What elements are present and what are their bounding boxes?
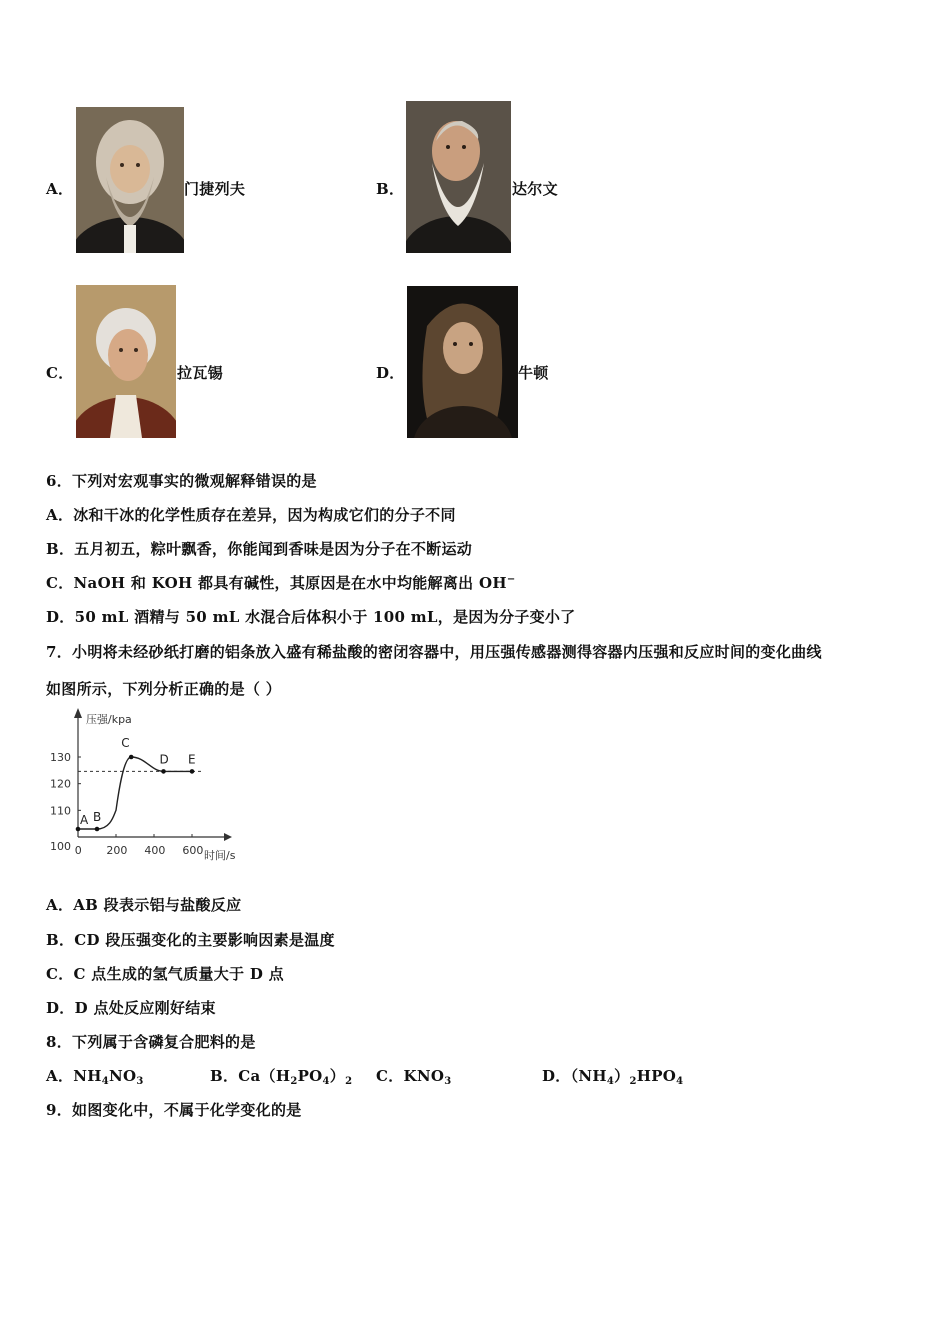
q6-option-b: B．五月初五，粽叶飘香，你能闻到香味是因为分子在不断运动 bbox=[46, 540, 473, 558]
formula-subscript: 3 bbox=[444, 1076, 452, 1087]
formula-subscript: 2 bbox=[345, 1076, 353, 1087]
y-tick-label: 110 bbox=[50, 804, 71, 818]
formula-subscript: 4 bbox=[101, 1076, 109, 1087]
q5-option-d-letter: D． bbox=[376, 364, 405, 382]
q8-option-a-letter: A． bbox=[46, 1067, 74, 1085]
formula-subscript: 4 bbox=[606, 1076, 615, 1087]
x-axis-label: 时间/s bbox=[204, 849, 236, 862]
x-tick-label: 200 bbox=[106, 844, 128, 857]
q5-option-a-letter: A． bbox=[46, 180, 74, 198]
formula-subscript: 2 bbox=[629, 1076, 637, 1087]
origin-y-label: 100 bbox=[50, 840, 71, 853]
data-point-a bbox=[76, 827, 81, 832]
y-tick-label: 120 bbox=[50, 777, 71, 791]
portrait-newton bbox=[407, 286, 518, 438]
formula-subscript: 3 bbox=[136, 1076, 144, 1087]
formula-part: Ca（H bbox=[238, 1067, 291, 1085]
x-tick-label: 0 bbox=[74, 844, 82, 857]
q7-stem-line1: 7．小明将未经砂纸打磨的铝条放入盛有稀盐酸的密闭容器中，用压强传感器测得容器内压强和反应时间的变化曲线 bbox=[46, 643, 822, 661]
portrait-darwin bbox=[406, 101, 511, 253]
y-axis-label: 压强/kpa bbox=[86, 713, 132, 726]
point-label-e: E bbox=[188, 752, 196, 767]
q5-option-b-name: 达尔文 bbox=[512, 180, 558, 198]
q8-option-d-letter: D． bbox=[542, 1067, 571, 1085]
formula-part: KNO bbox=[403, 1067, 445, 1085]
q7-option-b: B．CD 段压强变化的主要影响因素是温度 bbox=[46, 931, 335, 949]
q5-option-b-letter: B． bbox=[376, 180, 405, 198]
formula-subscript: 4 bbox=[322, 1076, 330, 1087]
point-label-a: A bbox=[80, 813, 89, 827]
q8-option-d bbox=[542, 1065, 683, 1087]
x-tick-label: 600 bbox=[182, 844, 204, 857]
q6-option-a: A．冰和干冰的化学性质存在差异，因为构成它们的分子不同 bbox=[46, 506, 456, 524]
y-tick-label: 130 bbox=[50, 751, 71, 764]
formula-subscript: 4 bbox=[676, 1076, 684, 1087]
formula-part: ） bbox=[614, 1067, 630, 1085]
pressure-time-chart bbox=[46, 704, 256, 869]
formula-part: ） bbox=[329, 1067, 346, 1085]
q6-option-c-superscript: − bbox=[506, 574, 516, 585]
x-axis-arrow bbox=[224, 833, 232, 841]
q6-option-d: D．50 mL 酒精与 50 mL 水混合后体积小于 100 mL，是因为分子变小了 bbox=[46, 608, 576, 626]
q7-option-d: D．D 点处反应刚好结束 bbox=[46, 999, 216, 1017]
q7-option-a: A．AB 段表示铝与盐酸反应 bbox=[46, 896, 242, 914]
formula-part: NH bbox=[73, 1067, 102, 1085]
point-label-d: D bbox=[159, 752, 169, 767]
data-point-e bbox=[190, 769, 195, 774]
formula-part: HPO bbox=[636, 1067, 677, 1085]
q7-stem-line2: 如图所示，下列分析正确的是（ ） bbox=[46, 680, 282, 698]
q5-option-c-name: 拉瓦锡 bbox=[177, 364, 223, 382]
q5-option-d-name: 牛顿 bbox=[518, 364, 549, 382]
q8-stem: 8．下列属于含磷复合肥料的是 bbox=[46, 1033, 256, 1051]
q5-option-c-letter: C． bbox=[46, 364, 74, 382]
portrait-mendeleev bbox=[76, 107, 184, 253]
q9-stem: 9．如图变化中，不属于化学变化的是 bbox=[46, 1101, 302, 1119]
q8-option-a bbox=[46, 1065, 144, 1087]
formula-part: PO bbox=[297, 1067, 323, 1085]
portrait-lavoisier bbox=[76, 285, 176, 438]
y-axis-arrow bbox=[74, 708, 82, 718]
data-point-d bbox=[161, 769, 166, 774]
q7-option-c: C．C 点生成的氢气质量大于 D 点 bbox=[46, 965, 284, 983]
q8-option-b bbox=[210, 1065, 352, 1087]
formula-part: NO bbox=[109, 1067, 137, 1085]
q6-option-c-text: C．NaOH 和 KOH 都具有碱性，其原因是在水中均能解离出 OH bbox=[46, 574, 507, 592]
point-label-b: B bbox=[93, 810, 102, 824]
q8-option-c-letter: C． bbox=[376, 1067, 404, 1085]
formula-part: （NH bbox=[570, 1067, 607, 1085]
q8-option-c bbox=[376, 1065, 452, 1087]
point-label-c: C bbox=[121, 736, 130, 750]
q5-option-a-name: 门捷列夫 bbox=[184, 180, 246, 198]
q6-option-c bbox=[46, 572, 516, 593]
data-point-b bbox=[95, 827, 100, 832]
formula-subscript: 2 bbox=[290, 1076, 298, 1087]
q8-option-b-letter: B． bbox=[210, 1067, 239, 1085]
x-tick-label: 400 bbox=[144, 844, 166, 857]
q6-stem: 6．下列对宏观事实的微观解释错误的是 bbox=[46, 472, 317, 490]
data-point-c bbox=[129, 755, 134, 760]
